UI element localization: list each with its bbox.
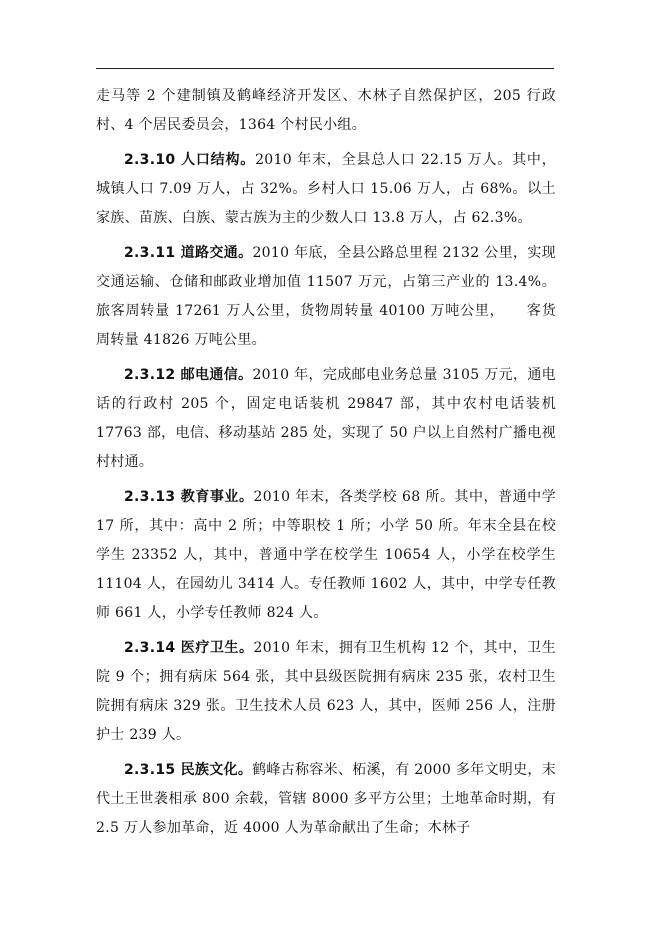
paragraph-text: 2010 年末，全县总人口 22.15 万人。其中，城镇人口 7.09 万人，占 32%。乡村人口 15.06 万人，占 68%。以土家族、苗族、白族、蒙古族为主的少数人口 13.8 万人，占 62.3%。 xyxy=(96,152,556,226)
paragraph-education xyxy=(96,483,556,628)
header-rule xyxy=(96,68,554,69)
paragraph-population xyxy=(96,146,556,233)
paragraph-text: 2010 年末，各类学校 68 所。其中，普通中学 17 所，其中：高中 2 所；中等职校 1 所；小学 50 所。年末全县在校学生 23352 人，其中，普通中学在校学生 10654 人，小学在校学生 11104 人，在园幼儿 3414 人。专任教师 1602 人，其中，中学专任教师 661 人，小学专任教师 824 人。 xyxy=(96,489,556,621)
section-heading: 2.3.15 民族文化。 xyxy=(124,762,253,778)
section-heading: 2.3.12 邮电通信。 xyxy=(124,367,253,383)
paragraph-text: 2010 年末，拥有卫生机构 12 个，其中，卫生院 9 个；拥有病床 564 张，其中县级医院拥有病床 235 张，农村卫生院拥有病床 329 张。卫生技术人员 623 人，其中，医师 256 人，注册护士 239 人。 xyxy=(96,640,556,743)
paragraph-telecom xyxy=(96,361,556,477)
paragraph-text: 2010 年底，全县公路总里程 2132 公里，实现交通运输、仓储和邮政业增加值 11507 万元，占第三产业的 13.4%。旅客周转量 17261 万人公里，货物周转量 40100 万吨公里， 客货周转量 41826 万吨公里。 xyxy=(96,245,556,348)
paragraph-transport xyxy=(96,239,556,355)
paragraph-healthcare xyxy=(96,634,556,750)
section-heading: 2.3.14 医疗卫生。 xyxy=(124,640,254,656)
section-heading: 2.3.10 人口结构。 xyxy=(124,152,256,168)
paragraph-intro xyxy=(96,82,556,140)
document-body xyxy=(96,82,556,843)
paragraph-text: 2010 年，完成邮电业务总量 3105 万元，通电话的行政村 205 个，固定电话装机 29847 部，其中农村电话装机 17763 部，电信、移动基站 285 处，实现了 50 户以上自然村广播电视村村通。 xyxy=(96,367,556,470)
paragraph-text: 走马等 2 个建制镇及鹤峰经济开发区、木林子自然保护区，205 行政村、4 个居民委员会，1364 个村民小组。 xyxy=(96,88,556,133)
paragraph-text: 鹤峰古称容米、柘溪，有 2000 多年文明史，末代土王世袭相承 800 余载，管辖 8000 多平方公里；土地革命时期，有 2.5 万人参加革命，近 4000 人为革命献出了生命；木林子 xyxy=(96,762,556,836)
section-heading: 2.3.13 教育事业。 xyxy=(124,489,254,505)
paragraph-culture xyxy=(96,756,556,843)
section-heading: 2.3.11 道路交通。 xyxy=(124,245,253,261)
